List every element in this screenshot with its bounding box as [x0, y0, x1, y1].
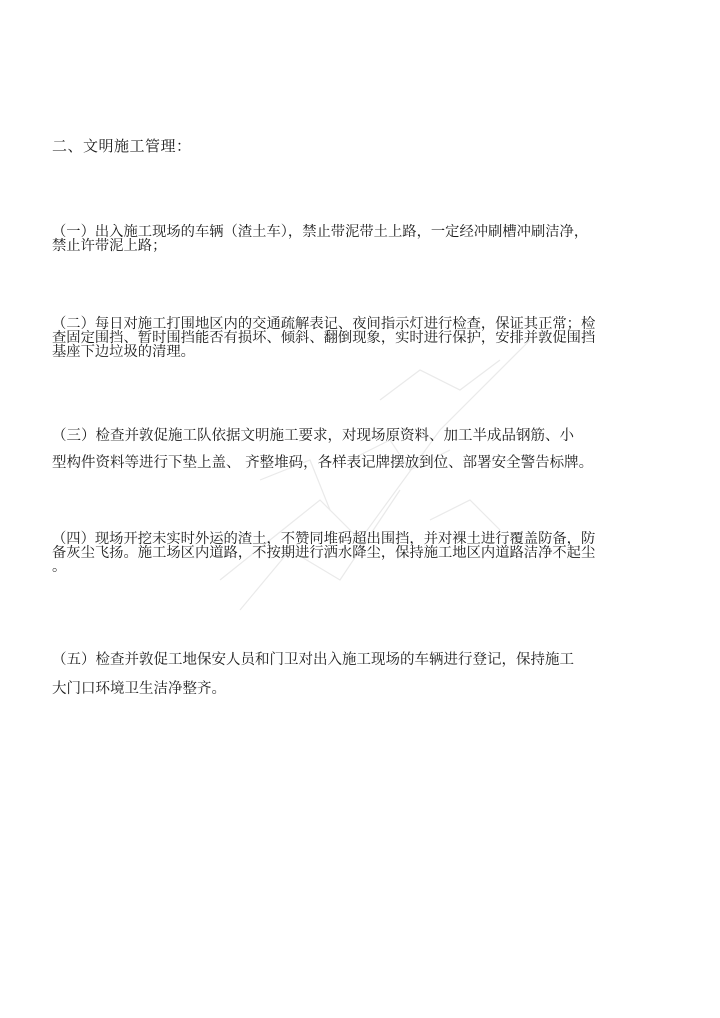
paragraph-2-line-2: 查固定围挡、暂时围挡能否有损坏、倾斜、翻倒现象，实时进行保护，安排并敦促围挡: [52, 330, 596, 346]
paragraph-1-line-1: （一）出入施工现场的车辆（渣土车），禁止带泥带土上路，一定经冲刷槽冲刷洁净，: [52, 224, 589, 240]
paragraph-3-line-2: 型构件资料等进行下垫上盖、 齐整堆码，各样表记牌摆放到位、部署安全警告标牌。: [52, 455, 594, 471]
section-heading: 二、文明施工管理：: [52, 137, 192, 155]
paragraph-5-line-2: 大门口环境卫生洁净整齐。: [52, 681, 226, 697]
paragraph-4-line-1: （四）现场开挖未实时外运的渣土，不赞同堆码超出围挡，并对裸土进行覆盖防备，防: [52, 531, 596, 547]
paragraph-2-line-3: 基座下边垃圾的清理。: [52, 344, 195, 360]
paragraph-2-line-1: （二）每日对施工打围地区内的交通疏解表记、夜间指示灯进行检查，保证其正常；检: [52, 316, 596, 332]
paragraph-1-line-2: 禁止许带泥上路；: [52, 238, 167, 254]
paragraph-5-line-1: （五）检查并敦促工地保安人员和门卫对出入施工现场的车辆进行登记，保持施工: [52, 652, 574, 668]
paragraph-4-line-2: 备灰尘飞扬。施工场区内道路，不按期进行洒水降尘，保持施工地区内道路洁净不起尘: [52, 545, 596, 561]
paragraph-4-line-3: 。: [52, 559, 67, 575]
paragraph-3-line-1: （三）检查并敦促施工队依据文明施工要求，对现场原资料、加工半成品钢筋、小: [52, 428, 574, 444]
